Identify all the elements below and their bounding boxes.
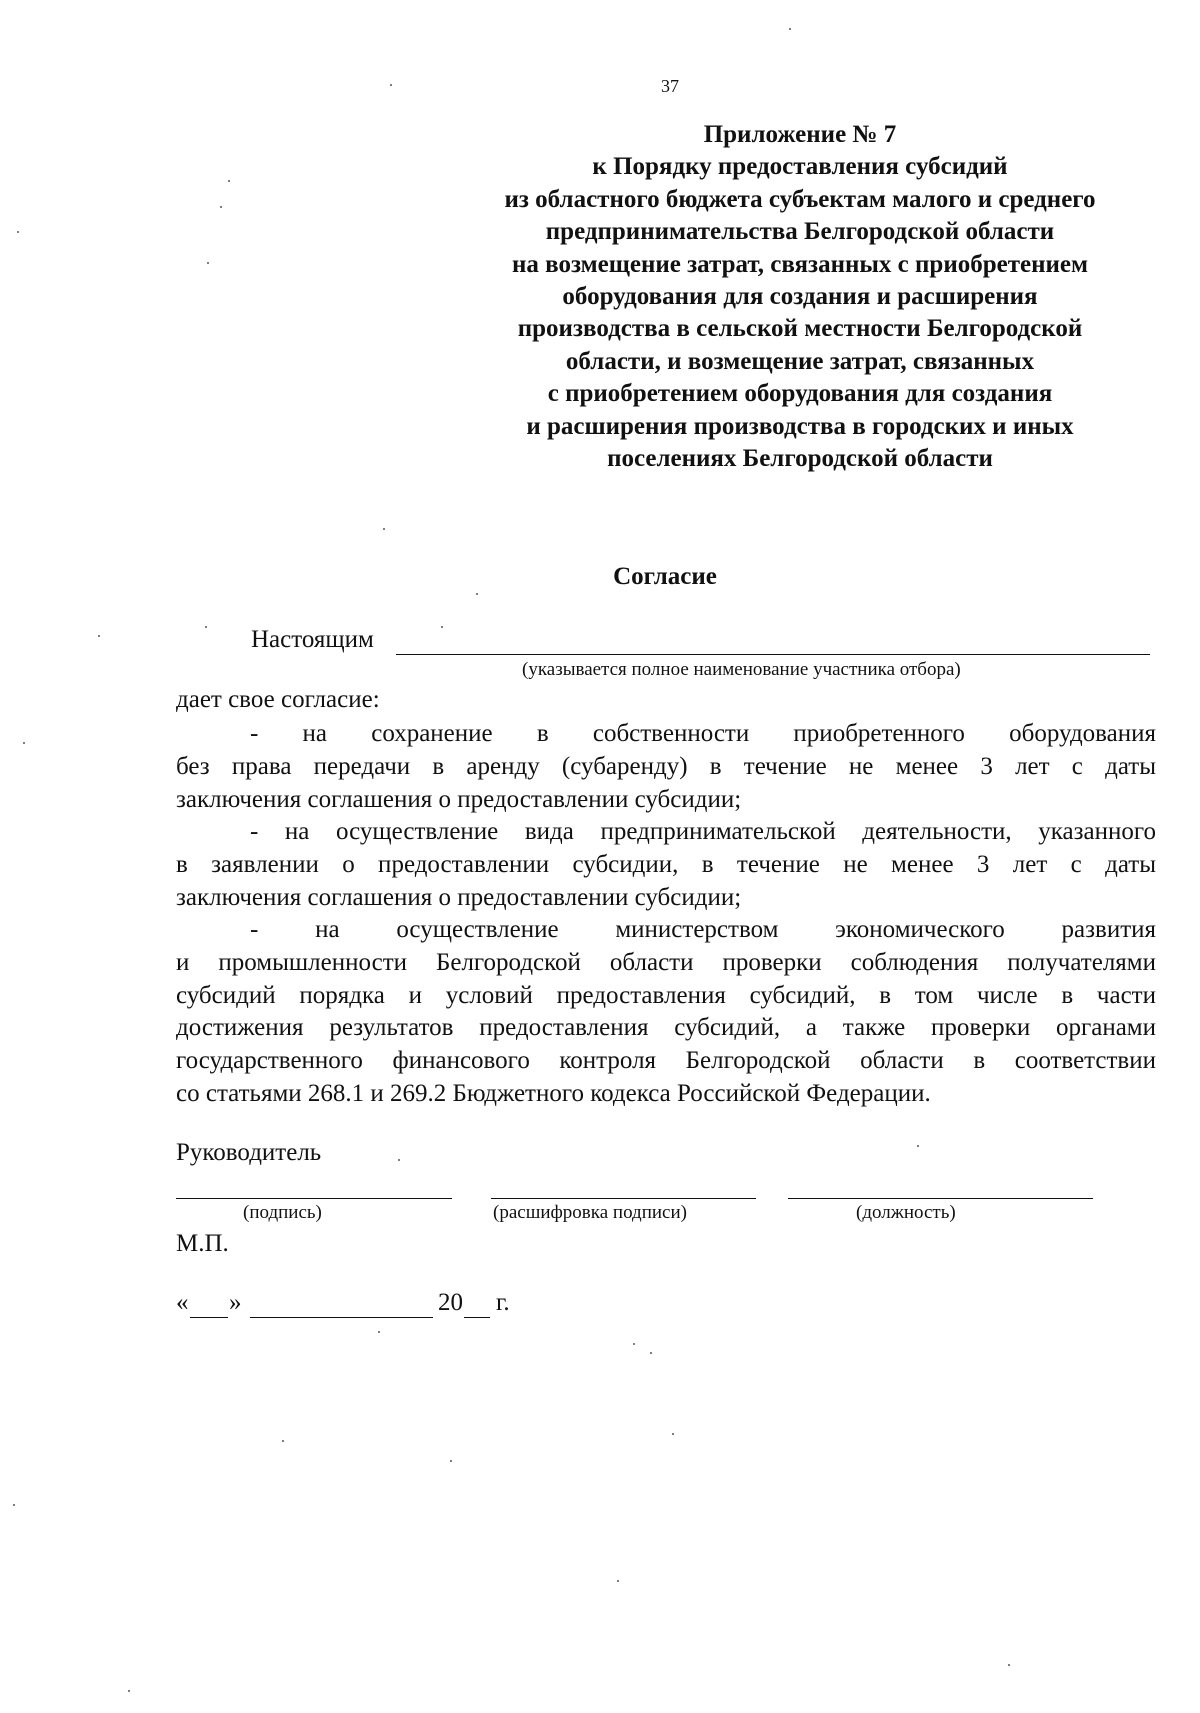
appendix-line: поселениях Белгородской области	[607, 445, 993, 473]
signature-decoding-caption: (расшифровка подписи)	[493, 1202, 687, 1223]
scan-speck	[390, 84, 392, 86]
appendix-line: на возмещение затрат, связанных с приобретением	[511, 250, 1089, 278]
signature-caption: (подпись)	[243, 1202, 322, 1223]
consent-item-line: - на осуществление министерством экономического развития	[250, 916, 1156, 943]
scan-speck	[378, 1331, 380, 1333]
scan-speck	[476, 593, 478, 595]
position-line[interactable]	[788, 1198, 1093, 1199]
date-year-suffix: г.	[496, 1289, 510, 1316]
consent-item-line: государственного финансового контроля Белгородской области в соответствии	[176, 1047, 1156, 1074]
date-year-prefix: 20	[438, 1289, 463, 1316]
scan-speck	[1008, 1664, 1010, 1666]
scan-speck	[617, 1580, 619, 1582]
participant-name-caption: (указывается полное наименование участника отбора)	[522, 659, 961, 680]
scan-speck	[650, 1352, 652, 1354]
scan-speck	[128, 1690, 130, 1692]
appendix-line: к Порядку предоставления субсидий	[592, 153, 1008, 181]
date-open-quote: «	[176, 1289, 189, 1316]
date-year-line[interactable]	[464, 1317, 490, 1318]
position-caption: (должность)	[856, 1202, 956, 1223]
scan-speck	[220, 206, 222, 208]
scan-speck	[672, 1433, 674, 1435]
scan-speck	[98, 635, 100, 637]
scan-speck	[13, 1504, 15, 1506]
appendix-header	[440, 119, 1160, 475]
consent-item-line: заключения соглашения о предоставлении субсидии;	[176, 786, 742, 813]
participant-name-line[interactable]	[396, 654, 1150, 655]
intro-label: Настоящим	[251, 626, 374, 653]
scan-speck	[398, 1159, 400, 1161]
consent-item-line: субсидий порядка и условий предоставления субсидий, в том числе в части	[176, 982, 1156, 1009]
appendix-line: производства в сельской местности Белгородской	[517, 315, 1083, 343]
consent-item-line: в заявлении о предоставлении субсидии, в течение не менее 3 лет с даты	[176, 851, 1156, 878]
scan-speck	[383, 528, 385, 530]
appendix-line: Приложение № 7	[703, 121, 897, 148]
signature-decoding-line[interactable]	[491, 1198, 756, 1199]
page-number: 37	[661, 76, 679, 96]
scan-speck	[441, 626, 443, 628]
intro-continuation: дает свое согласие:	[176, 686, 380, 713]
appendix-line: из областного бюджета субъектам малого и среднего	[504, 185, 1096, 213]
consent-item-line: заключения соглашения о предоставлении субсидии;	[176, 884, 742, 911]
consent-item-line: достижения результатов предоставления субсидий, а также проверки органами	[176, 1014, 1156, 1041]
appendix-line: области, и возмещение затрат, связанных	[565, 347, 1035, 375]
appendix-line: оборудования для создания и расширения	[562, 283, 1038, 311]
date-day-line[interactable]	[190, 1317, 228, 1318]
head-label: Руководитель	[176, 1139, 322, 1166]
scan-speck	[282, 1440, 284, 1442]
scan-speck	[789, 28, 791, 30]
signature-line[interactable]	[176, 1198, 452, 1199]
consent-item-line: - на осуществление вида предпринимательской деятельности, указанного	[250, 818, 1156, 845]
seal-label: М.П.	[176, 1230, 229, 1257]
consent-item-line: без права передачи в аренду (субаренду) в течение не менее 3 лет с даты	[176, 753, 1156, 780]
scan-speck	[633, 1343, 635, 1345]
scan-speck	[207, 262, 209, 264]
scan-speck	[917, 1145, 919, 1147]
scan-speck	[17, 231, 19, 233]
scan-speck	[228, 180, 230, 182]
appendix-line: с приобретением оборудования для создания	[547, 380, 1053, 408]
scan-speck	[23, 742, 25, 744]
appendix-line: предпринимательства Белгородской области	[545, 218, 1055, 246]
consent-item-line: - на сохранение в собственности приобретенного оборудования	[250, 720, 1156, 747]
date-close-quote: »	[229, 1289, 242, 1316]
consent-item-line: со статьями 268.1 и 269.2 Бюджетного кодекса Российской Федерации.	[176, 1080, 931, 1107]
scan-speck	[205, 626, 207, 628]
consent-item-line: и промышленности Белгородской области проверки соблюдения получателями	[176, 949, 1156, 976]
scan-speck	[450, 1460, 452, 1462]
appendix-line: и расширения производства в городских и иных	[526, 412, 1074, 440]
date-month-line[interactable]	[250, 1317, 433, 1318]
document-title: Согласие	[613, 563, 717, 590]
